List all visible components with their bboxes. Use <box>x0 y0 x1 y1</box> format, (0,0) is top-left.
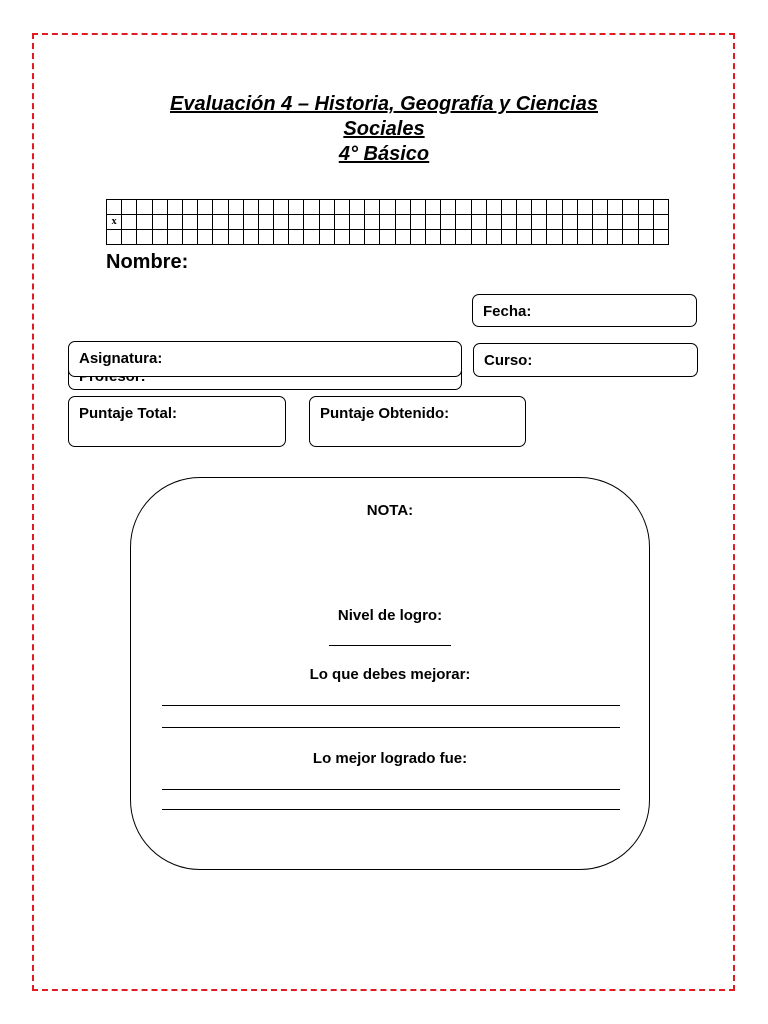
grid-cell[interactable] <box>167 200 182 215</box>
mejor-logrado-line-1[interactable] <box>162 789 620 790</box>
curso-label: Curso: <box>484 352 533 369</box>
puntaje-total-field[interactable] <box>68 396 286 447</box>
grid-cell[interactable] <box>304 230 319 245</box>
grid-cell[interactable] <box>198 215 213 230</box>
grid-cell[interactable] <box>441 230 456 245</box>
grid-cell[interactable] <box>334 200 349 215</box>
grid-cell[interactable] <box>380 230 395 245</box>
grid-cell[interactable] <box>623 200 638 215</box>
grid-cell[interactable] <box>441 215 456 230</box>
grid-cell[interactable] <box>471 230 486 245</box>
grid-cell[interactable] <box>350 215 365 230</box>
grid-cell[interactable] <box>593 230 608 245</box>
nivel-logro-line[interactable] <box>329 645 451 646</box>
grid-cell[interactable] <box>182 230 197 245</box>
mejor-logrado-line-2[interactable] <box>162 809 620 810</box>
grid-cell[interactable] <box>395 230 410 245</box>
grid-cell[interactable] <box>593 215 608 230</box>
grid-cell[interactable] <box>653 230 668 245</box>
grid-cell[interactable] <box>304 215 319 230</box>
result-card <box>130 477 650 870</box>
grid-cell[interactable] <box>380 215 395 230</box>
grid-cell[interactable] <box>425 215 440 230</box>
grid-cell[interactable] <box>425 230 440 245</box>
grid-cell[interactable] <box>319 200 334 215</box>
fecha-field[interactable] <box>472 294 697 327</box>
debes-mejorar-line-1[interactable] <box>162 705 620 706</box>
grid-cell[interactable] <box>228 200 243 215</box>
grid-cell[interactable] <box>638 200 653 215</box>
grid-cell[interactable] <box>486 200 501 215</box>
grid-cell[interactable]: x <box>107 215 122 230</box>
grid-cell[interactable] <box>532 230 547 245</box>
grid-cell[interactable] <box>152 200 167 215</box>
grid-cell[interactable] <box>334 215 349 230</box>
grid-cell[interactable] <box>122 200 137 215</box>
grid-cell[interactable] <box>425 200 440 215</box>
grid-cell[interactable] <box>319 215 334 230</box>
grid-cell[interactable] <box>274 230 289 245</box>
grid-cell[interactable] <box>350 230 365 245</box>
grid-cell[interactable] <box>319 230 334 245</box>
grid-cell[interactable] <box>547 230 562 245</box>
grid-cell[interactable] <box>486 230 501 245</box>
grid-cell[interactable] <box>228 215 243 230</box>
debes-mejorar-label: Lo que debes mejorar: <box>309 666 471 683</box>
grid-cell[interactable] <box>243 215 258 230</box>
grid-cell[interactable] <box>107 200 122 215</box>
grid-cell[interactable] <box>517 215 532 230</box>
grid-cell[interactable] <box>167 230 182 245</box>
grid-cell[interactable] <box>137 200 152 215</box>
grid-cell[interactable] <box>198 200 213 215</box>
grid-cell[interactable] <box>122 230 137 245</box>
grid-cell[interactable] <box>638 230 653 245</box>
grid-cell[interactable] <box>623 230 638 245</box>
grid-cell[interactable] <box>334 230 349 245</box>
grid-cell[interactable] <box>471 215 486 230</box>
grid-cell[interactable] <box>471 200 486 215</box>
grid-cell[interactable] <box>501 230 516 245</box>
grid-cell[interactable] <box>274 200 289 215</box>
grid-cell[interactable] <box>289 200 304 215</box>
asignatura-label: Asignatura: <box>79 350 163 367</box>
grid-cell[interactable] <box>228 230 243 245</box>
grid-cell[interactable] <box>410 200 425 215</box>
grid-cell[interactable] <box>547 200 562 215</box>
grid-cell[interactable] <box>395 215 410 230</box>
mejor-logrado-label: Lo mejor logrado fue: <box>312 750 468 767</box>
grid-cell[interactable] <box>274 215 289 230</box>
grid-cell[interactable] <box>152 215 167 230</box>
title-line-2: Sociales <box>343 118 425 140</box>
grid-cell[interactable] <box>577 215 592 230</box>
grid-cell[interactable] <box>258 230 273 245</box>
grid-cell[interactable] <box>577 230 592 245</box>
grid-cell[interactable] <box>562 200 577 215</box>
grid-cell[interactable] <box>258 215 273 230</box>
asignatura-field[interactable] <box>68 341 462 377</box>
grid-cell[interactable] <box>365 200 380 215</box>
grid-cell[interactable] <box>532 215 547 230</box>
grid-cell[interactable] <box>289 215 304 230</box>
grid-cell[interactable] <box>122 215 137 230</box>
grid-cell[interactable] <box>167 215 182 230</box>
grid-cell[interactable] <box>137 230 152 245</box>
grid-cell[interactable] <box>182 200 197 215</box>
grid-row <box>107 215 669 230</box>
grid-cell[interactable] <box>562 230 577 245</box>
title-line-3: 4° Básico <box>338 143 430 165</box>
grid-cell[interactable] <box>456 215 471 230</box>
grid-cell[interactable] <box>608 230 623 245</box>
grid-cell[interactable] <box>593 200 608 215</box>
title-line-1: Evaluación 4 – Historia, Geografía y Ciencias <box>170 93 598 115</box>
grid-cell[interactable] <box>501 215 516 230</box>
grid-cell[interactable] <box>198 230 213 245</box>
grid-row <box>107 200 669 215</box>
grid-cell[interactable] <box>213 215 228 230</box>
fecha-label: Fecha: <box>483 303 532 320</box>
grid-cell[interactable] <box>289 230 304 245</box>
grid-cell[interactable] <box>350 200 365 215</box>
grid-cell[interactable] <box>365 230 380 245</box>
grid-cell[interactable] <box>243 200 258 215</box>
grid-cell[interactable] <box>653 215 668 230</box>
grid-cell[interactable] <box>107 230 122 245</box>
grid-cell[interactable] <box>623 215 638 230</box>
grid-cell[interactable] <box>608 200 623 215</box>
grid-cell[interactable] <box>562 215 577 230</box>
debes-mejorar-line-2[interactable] <box>162 727 620 728</box>
grid-cell[interactable] <box>486 215 501 230</box>
rut-grid-table <box>106 199 669 245</box>
grid-cell[interactable] <box>213 230 228 245</box>
grid-cell[interactable] <box>517 230 532 245</box>
grid-cell[interactable] <box>638 215 653 230</box>
puntaje-obtenido-field[interactable] <box>309 396 526 447</box>
grid-cell[interactable] <box>258 200 273 215</box>
grid-cell[interactable] <box>137 215 152 230</box>
puntaje-total-label: Puntaje Total: <box>79 405 178 422</box>
grid-cell[interactable] <box>441 200 456 215</box>
grid-cell[interactable] <box>547 215 562 230</box>
grid-cell[interactable] <box>532 200 547 215</box>
grid-cell[interactable] <box>243 230 258 245</box>
nivel-logro-label: Nivel de logro: <box>337 607 443 624</box>
grid-cell[interactable] <box>304 200 319 215</box>
grid-cell[interactable] <box>410 215 425 230</box>
grid-cell[interactable] <box>213 200 228 215</box>
grid-cell[interactable] <box>653 200 668 215</box>
grid-cell[interactable] <box>517 200 532 215</box>
grid-row <box>107 230 669 245</box>
puntaje-obtenido-label: Puntaje Obtenido: <box>320 405 450 422</box>
grid-cell[interactable] <box>410 230 425 245</box>
grid-cell[interactable] <box>608 215 623 230</box>
curso-field[interactable] <box>473 343 698 377</box>
grid-cell[interactable] <box>395 200 410 215</box>
grid-cell[interactable] <box>152 230 167 245</box>
grid-cell[interactable] <box>456 230 471 245</box>
grid-cell[interactable] <box>577 200 592 215</box>
grid-cell[interactable] <box>456 200 471 215</box>
grid-cell[interactable] <box>365 215 380 230</box>
grid-cell[interactable] <box>501 200 516 215</box>
grid-cell[interactable] <box>182 215 197 230</box>
grid-cell[interactable] <box>380 200 395 215</box>
document-title <box>100 92 668 167</box>
rut-grid <box>106 199 669 245</box>
nota-label: NOTA: <box>366 502 414 519</box>
nombre-label: Nombre: <box>106 251 189 273</box>
